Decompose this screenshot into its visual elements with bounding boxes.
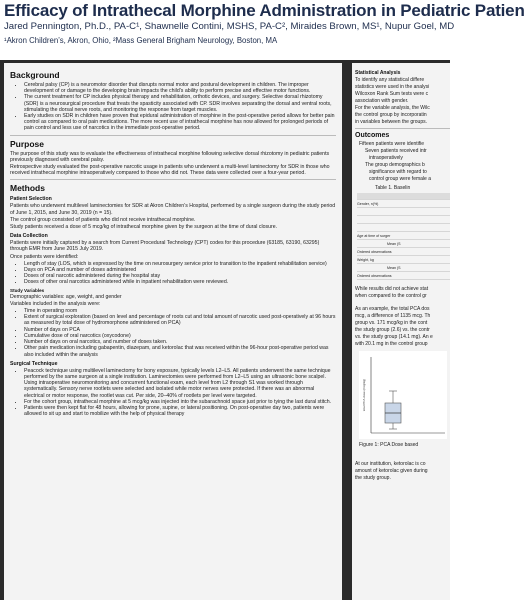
results-line: when compared to the control gr (355, 293, 427, 299)
table-cell: Gender, n(%) (357, 201, 379, 206)
background-bullet: • Early studies on SDR in children have proven that epidural administration of morphine in the post-operative period allows for better pain control as compared to oral pain medications. The more recent use of intrathecal morphine has now allowed for prolonged periods of pain control and less use of narcotics in the immediate post-operative period. (24, 113, 336, 132)
outcome-line: significance with regard to (369, 169, 427, 175)
background-bullet: • Cerebral palsy (CP) is a neuromotor disorder that disrupts normal motor and postural development in children. The improper development of or damage to the developing brain impacts the child’s ability to perform precise and effective motor functions. (24, 82, 336, 94)
patient-selection-heading: Patient Selection (10, 196, 52, 203)
data-collection-bullet: • Doses of oral narcotic administered during the hospital stay (24, 273, 336, 279)
statistical-analysis-heading: Statistical Analysis (355, 70, 401, 76)
patient-selection-text: The control group consisted of patients who did not receive intrathecal morphine. (10, 216, 196, 223)
study-variables-heading: Study Variables (10, 287, 45, 293)
study-variable-bullet: • Extent of surgical exploration (based on level and percentage of roots cut and total amount of narcotic used post-operatively at 96 hours as measured by total dose of hydromorphone administered on PCA) (24, 314, 336, 326)
purpose-paragraph: Retrospective study evaluated the post-operative narcotic usage in patients who underwent a multi-level laminectomy for SDR in those who received intrathecal morphine intraoperatively compared to those who did not. These data were collected over a four-year period. (10, 164, 330, 177)
data-collection-bullet: • Length of stay (LOS, which is expressed by the time on neurosurgery service prior to transition to the inpatient rehabilitation service) (24, 261, 336, 267)
poster-authors: Jared Pennington, Ph.D., PA-C¹, Shawnelle Contini, MSHS, PA-C², Miraides Brown, MS¹, Nupur Goel, MD (4, 21, 455, 32)
poster-title: Efficacy of Intrathecal Morphine Administration in Pediatric Patien (4, 1, 525, 20)
study-variable-bullet: • Number of days on oral narcotics, and number of doses taken. (24, 339, 336, 345)
table-cell: Mean (S (387, 241, 401, 246)
study-variable-bullet: • Other pain medication including gabapentin, diazepam, and ketorolac that was received within the 96-hour post-operative period was also included within the analysis (24, 345, 336, 357)
example-line: As an example, the total PCA dos (355, 306, 430, 312)
surgical-technique-heading: Surgical Technique (10, 360, 58, 367)
outcome-line: intraoperatively (369, 155, 403, 161)
table-row (357, 256, 450, 264)
outcome-line: Fifteen patients were identifie (359, 141, 425, 147)
table-row (357, 248, 450, 256)
table-cell: Mean (S (387, 265, 401, 270)
boxplot-svg (359, 351, 447, 439)
table-row (357, 232, 450, 240)
example-line: group vs. 171 mcg/kg in the cont (355, 320, 428, 326)
outcome-line: control group were female a (369, 176, 431, 182)
data-collection-text: Once patients were identified: (10, 253, 79, 260)
background-bullet: • The current treatment for CP includes physical therapy and rehabilitation, orthotic devices, and surgery. Selective dorsal rhizotomy (SDR) is a neurosurgical procedure that treats the spasticity associated with CP. SDR involves separating the dorsal and ventral roots, stimulating the dorsal nerve roots, and monitoring the response from target muscles. (24, 94, 336, 113)
purpose-paragraph: The purpose of this study was to evaluate the effectiveness of intrathecal morphine following selective dorsal rhizotomy in pediatric patients previously diagnosed with cerebral palsy. (10, 150, 330, 163)
table-row (357, 193, 450, 200)
purpose-heading: Purpose (10, 138, 45, 149)
stat-line: the control group by incorporatin (355, 112, 427, 118)
study-variable-bullet: • Cumulative dose of oral narcotics (oxycodone) (24, 333, 336, 339)
table-cell: Ordered observations (357, 249, 392, 254)
results-line: While results did not achieve stat (355, 286, 429, 292)
patient-selection-text: Patients who underwent multilevel laminectomies for SDR at Akron Children’s Hospital, performed by a single surgeon during the study period of June 1, 2015, and June 30, 2019 (n = 15). (10, 203, 336, 216)
example-line: mcg, a difference of 1135 mcg. Th (355, 313, 431, 319)
poster-affiliations: ¹Akron Children’s, Akron, Ohio, ²Mass General Brigham Neurology, Boston, MA (4, 36, 278, 45)
table-row (357, 264, 450, 272)
y-axis-label: total PCA dose (mcg/kg) (362, 378, 366, 412)
data-collection-bullet: • Doses of other oral narcotics administered while in inpatient rehabilitation were reviewed. (24, 279, 336, 285)
study-variable-bullet: • Time in operating room (24, 308, 336, 314)
right-column (352, 63, 450, 600)
study-variable-bullet: • Number of days on PCA (24, 327, 336, 333)
baseline-table (357, 193, 450, 280)
outcomes-heading: Outcomes (355, 132, 390, 139)
example-line: vs. the study group (14.1 mg). An e (355, 334, 433, 340)
data-collection-bullet: • Days on PCA and number of doses administered (24, 267, 336, 273)
stat-line: statistics were used in the analysi (355, 84, 430, 90)
table-cell: Ordered observations (357, 273, 392, 278)
stat-line: Wilcoxon Rank Sum tests were c (355, 91, 429, 97)
methods-heading: Methods (10, 183, 45, 194)
stat-line: To identify any statistical differe (355, 77, 425, 83)
figure-caption: Figure 1: PCA Dose based (359, 442, 419, 448)
example-line: with 20.1 mg in the control group (355, 341, 428, 347)
table-row (357, 208, 450, 216)
section-divider (10, 135, 336, 136)
table-row (357, 240, 450, 248)
outcome-line: The group demographics b (365, 162, 425, 168)
example-line: the study group (2.6) vs. the contr (355, 327, 430, 333)
table-row (357, 216, 450, 224)
pca-dose-figure (359, 351, 447, 439)
surgical-technique-bullet: • For the cohort group, intrathecal morphine at 5 mcg/kg was injected into the subarachnoid space just prior to tying the last dural stitch. (24, 399, 336, 405)
background-heading: Background (10, 70, 60, 80)
study-variables-text: Demographic variables: age, weight, and gender (10, 293, 122, 300)
data-collection-heading: Data Collection (10, 233, 48, 240)
outcome-line: Seven patients received intr (365, 148, 427, 154)
stat-line: in variables between the groups. (355, 119, 427, 125)
section-divider (355, 128, 450, 129)
patient-selection-text: Study patients received a dose of 5 mcg/kg of intrathecal morphine given by the surgeon at the time of dural closure. (10, 224, 278, 231)
surgical-technique-list (10, 368, 336, 418)
poster-header (0, 0, 525, 60)
table-row (357, 272, 450, 280)
stat-line: For the variable analysis, the Wilc (355, 105, 430, 111)
data-collection-text: Patients were initially captured by a search from Current Procedural Technology (CPT) codes for this procedure (63185, 63190, 63295) through EMR from June 2015 July 2019. (10, 240, 320, 253)
table-row (357, 200, 450, 208)
study-variables-text: Variables included in the analysis were: (10, 300, 101, 307)
surgical-technique-bullet: • Peacock technique using multilevel laminectomy for bony exposure, typically levels L2–L5. All patients underwent the same technique performed by the same surgeon at a single institution. Laminectomies were performed from L2–L5 using an ultrasonic bone scalpel. Using intraoperative neuromonitoring and concurrent functional exam, each level from L2 through S1 was worked through systematically. Sensory nerve rootlets were selected and isolated while motor nerves were protected. If there was an abnormal electrical or motor response, the rootlet was cut. Per side, 20–40% of rootlets per level were targeted. (24, 368, 336, 399)
final-line: the study group. (355, 475, 391, 481)
table-cell: Weight, kg (357, 257, 374, 262)
stat-line: association with gender. (355, 98, 409, 104)
left-column (4, 63, 342, 600)
final-line: At our institution, ketorolac is co (355, 461, 426, 467)
table-caption: Table 1. Baselin (375, 185, 411, 191)
data-collection-list (10, 261, 336, 286)
background-list (10, 82, 336, 132)
surgical-technique-bullet: • Patients were then kept flat for 48 hours, allowing for prone, supine, or lateral positioning. On post-operative day two, patients were allowed to sit up and start to mobilize with the help of physical therapy (24, 405, 336, 417)
section-divider (10, 179, 336, 180)
table-cell: Age at time of surger (357, 233, 391, 238)
final-line: amount of ketorolac given during (355, 468, 428, 474)
study-variables-list (10, 308, 336, 358)
table-row (357, 224, 450, 232)
